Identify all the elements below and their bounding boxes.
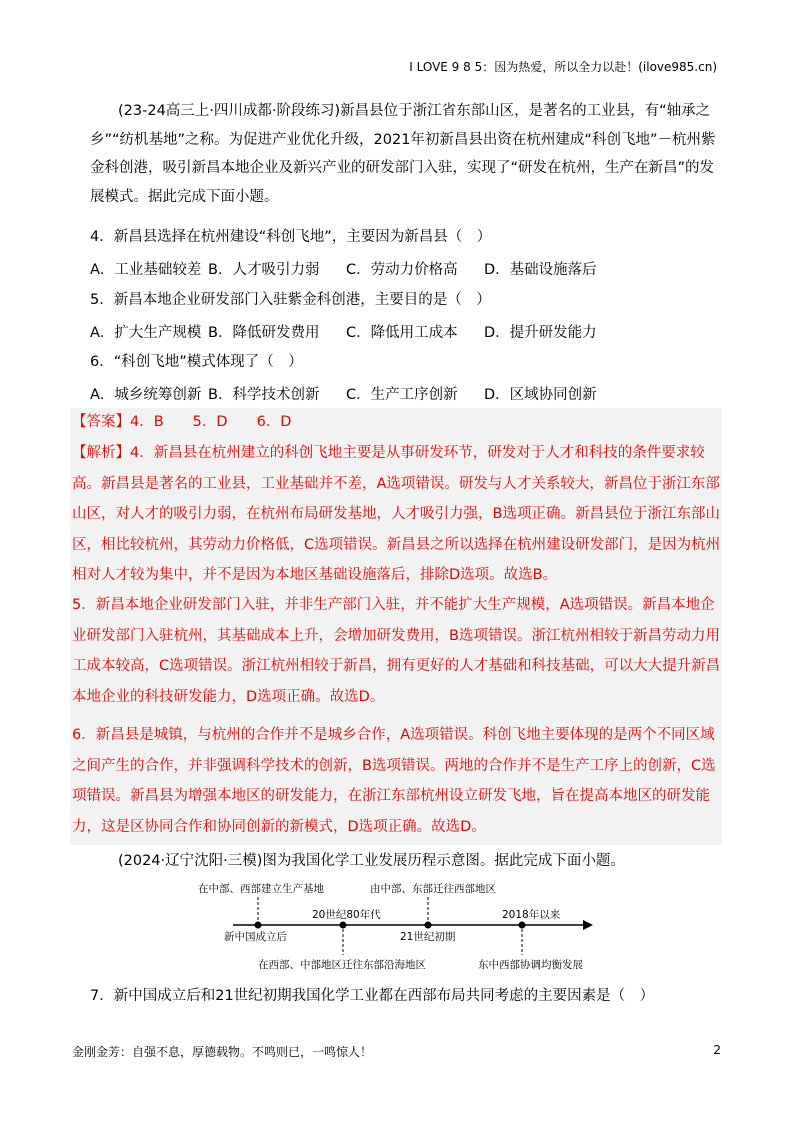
timeline-point-3 [425,922,432,929]
analysis-4 [72,438,724,591]
analysis-4-text: 4．新昌县在杭州建立的科创飞地主要是从事研发环节，研发对于人才和科技的条件要求较高。新昌县是著名的工业县，工业基础并不差，A选项错误。研发与人才关系较大，新昌位于浙江东部山区，对人才的吸引力弱，在杭州布局研发基地，人才吸引力强，B选项正确。新昌县位于浙江东部山区，相比较杭州，其劳动力价格低，C选项错误。新昌县之所以选择在杭州建设研发部门，是因为杭州相对人才较为集中，并不是因为本地区基础设施落后，排除D选项。故选B。 [72,445,721,583]
timeline-point-4 [519,922,526,929]
timeline-point-2 [340,922,347,929]
option-d: D．提升研发能力 [484,325,597,341]
option-a: A．城乡统筹创新 [90,387,202,403]
option-c: C．降低用工成本 [346,325,458,341]
answer-line [72,407,724,438]
option-b: B．降低研发费用 [208,325,320,341]
option-a: A．工业基础较差 [90,262,202,278]
label-mid-1: 20世纪80年代 [312,909,381,921]
answer-label: 【答案】 [72,414,130,430]
label-top-2: 由中部、东部迁往西部地区 [370,883,496,895]
question-7: 7．新中国成立后和21世纪初期我国化学工业都在西部布局共同考虑的主要因素是（ ） [90,988,655,1004]
analysis-6: 6．新昌县是城镇，与杭州的合作并不是城乡合作，A选项错误。科创飞地主要体现的是两个不同区域之间产生的合作，并非强调科学技术的创新，B选项错误。两地的合作并不是生产工序上的创新，C选项错误。新昌县为增强本地区的研发能力，在浙江东部杭州设立研发飞地，旨在提高本地区的研发能力，这是区协同合作和协同创新的新模式，D选项正确。故选D。 [72,727,716,835]
analysis-5: 5．新昌本地企业研发部门入驻，并非生产部门入驻，并不能扩大生产规模，A选项错误。新昌本地企业研发部门入驻杭州，其基础成本上升，会增加研发费用，B选项错误。浙江杭州相较于新昌劳动力用工成本较高，C选项错误。浙江杭州相较于新昌，拥有更好的人才基础和科技基础，可以大大提升新昌本地企业的科技研发能力，D选项正确。故选D。 [72,597,721,705]
option-b: B．人才吸引力弱 [208,262,320,278]
option-d: D．基础设施落后 [484,262,597,278]
question-4: 4．新昌县选择在杭州建设“科创飞地”，主要因为新昌县（ ） [90,229,492,245]
page-header: I LOVE 9 8 5：因为热爱，所以全力以赴！(ilove985.cn) [409,60,717,74]
option-d: D．区域协同创新 [484,387,597,403]
page-footer: 金刚金芳：自强不息，厚德载物。不鸣则已，一鸣惊人！ [72,1045,373,1059]
passage-intro-1: (23-24高三上·四川成都·阶段练习)新昌县位于浙江省东部山区，是著名的工业县，有“轴承之乡”“纺机基地”之称。为促进产业优化升级，2021年初新昌县出资在杭州建成“科创飞地”－杭州紫金科创港，吸引新昌本地企业及新兴产业的研发部门入驻，实现了“研发在杭州，生产在新昌”的发展模式。据此完成下面小题。 [90,103,716,205]
page-number: 2 [713,1043,721,1057]
option-b: B．科学技术创新 [208,387,320,403]
passage-intro-2: (2024·辽宁沈阳·三模)图为我国化学工业发展历程示意图。据此完成下面小题。 [118,853,625,869]
analysis-label: 【解析】 [72,445,130,461]
question-5: 5．新昌本地企业研发部门入驻紫金科创港，主要目的是（ ） [90,292,491,308]
chemical-industry-timeline-diagram [200,875,600,975]
option-c: C．生产工序创新 [346,387,458,403]
label-bot-2: 21世纪初期 [400,931,456,943]
label-mid-2: 2018年以来 [502,909,561,921]
label-top-1: 在中部、西部建立生产基地 [198,883,324,895]
timeline-arrow [583,920,593,930]
timeline-point-1 [255,922,262,929]
option-a: A．扩大生产规模 [90,325,202,341]
option-c: C．劳动力价格高 [346,262,458,278]
label-low-1: 在西部、中部地区迁往东部沿海地区 [258,959,426,971]
answer-text: 4．B 5．D 6．D [130,414,292,430]
label-low-2: 东中西部协调均衡发展 [478,959,583,971]
label-bot-1: 新中国成立后 [224,931,287,943]
question-6: 6．“科创飞地”模式体现了（ ） [90,354,303,370]
